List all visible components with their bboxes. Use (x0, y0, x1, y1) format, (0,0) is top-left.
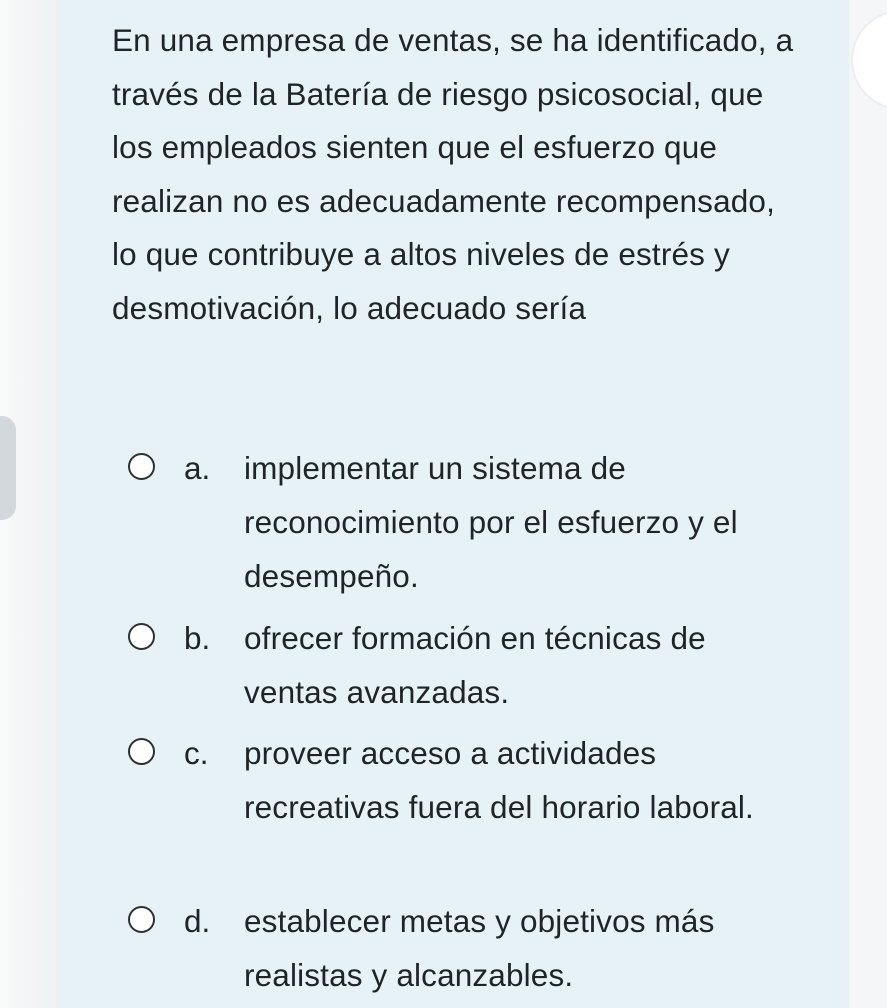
radio-button-icon[interactable] (128, 453, 155, 480)
option-letter: a. (184, 450, 211, 486)
radio-button-icon[interactable] (128, 623, 155, 650)
radio-button-icon[interactable] (128, 738, 155, 765)
option-text: implementar un sistema de reconocimiento por el esfuerzo y el desempeño. (244, 450, 738, 594)
right-margin (849, 0, 887, 1008)
option-letter: c. (184, 735, 209, 771)
side-tab-handle[interactable] (0, 416, 16, 520)
option-text: proveer acceso a actividades recreativas fuera del horario laboral. (244, 735, 754, 825)
option-text: establecer metas y objetivos más realistas y alcanzables. (244, 903, 715, 993)
option-letter: d. (184, 903, 211, 939)
option-letter: b. (184, 620, 211, 656)
option-text: ofrecer formación en técnicas de ventas avanzadas. (244, 620, 706, 710)
radio-button-icon[interactable] (128, 906, 155, 933)
question-text: En una empresa de ventas, se ha identificado, a través de la Batería de riesgo psicosocial, que los empleados sienten que el esfuerzo que realizan no es adecuadamente recompensado, lo que contribuye a altos niveles de estrés y desmotivación, lo adecuado sería (112, 22, 794, 326)
